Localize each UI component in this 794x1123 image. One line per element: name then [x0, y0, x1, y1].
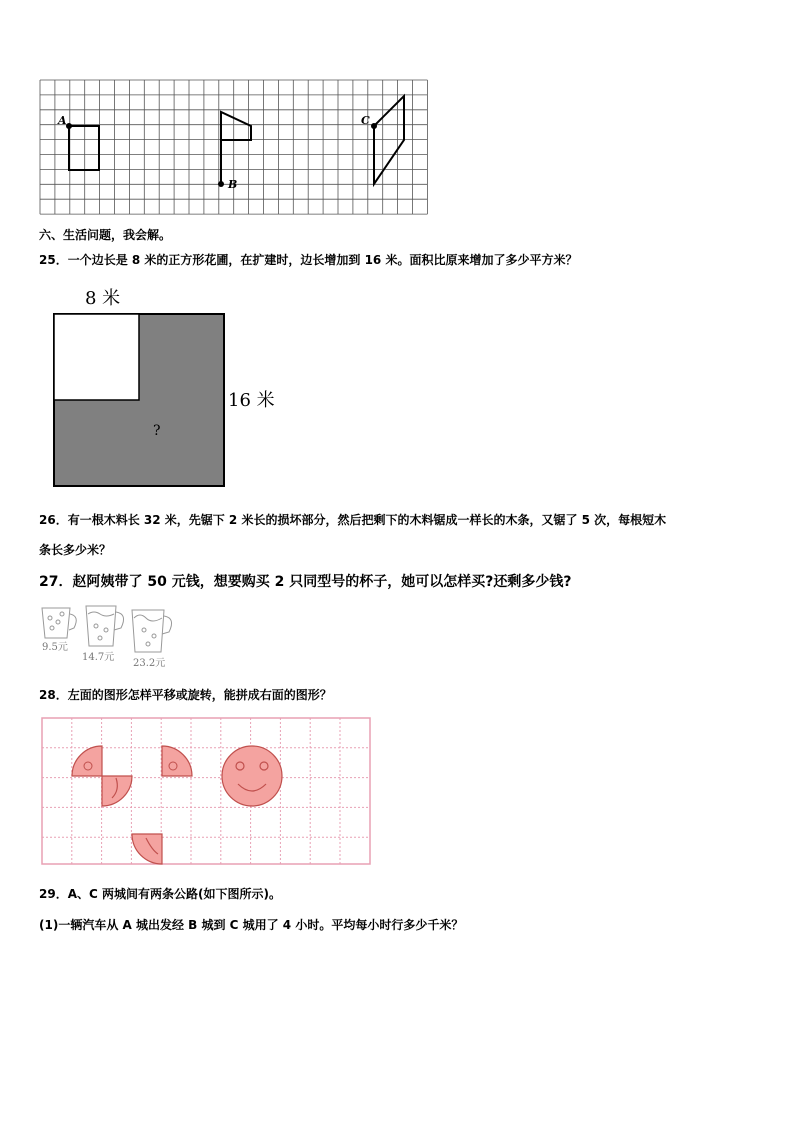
question-28-text: 28．左面的图形怎样平移或旋转，能拼成右面的图形？: [39, 688, 332, 702]
smiley-face: [222, 746, 282, 806]
label-c: C: [361, 114, 370, 127]
garden-figure: [40, 282, 290, 492]
shape-c-parallelogram: [374, 96, 404, 184]
label-a: A: [58, 114, 67, 127]
question-26-line2: 条长多少米？: [39, 543, 112, 557]
question-27-text: 27．赵阿姨带了 50 元钱，想要购买 2 只同型号的杯子，她可以怎样买?还剩多少钱?: [39, 574, 572, 590]
cup-2-price: 14.7元: [82, 652, 115, 663]
question-25-text: 25．一个边长是 8 米的正方形花圃，在扩建时，边长增加到 16 米。面积比原来增加了多少平方米？: [39, 253, 578, 267]
piece-quarter-eye-right: [162, 746, 192, 776]
point-a: [66, 123, 72, 129]
question-mark: ?: [153, 423, 161, 439]
section-6-heading: 六、生活问题，我会解。: [39, 228, 172, 242]
piece-quarter-eye-left: [72, 746, 102, 776]
dotted-grid-lines: [42, 718, 370, 864]
cup-1-price: 9.5元: [42, 642, 68, 653]
original-square: [54, 314, 139, 400]
point-b: [218, 181, 224, 187]
cup-3: [132, 610, 172, 652]
puzzle-grid-figure: [40, 716, 374, 868]
cup-3-price: 23.2元: [133, 658, 166, 669]
grid-figure-abc: [38, 78, 438, 218]
question-26-line1: 26．有一根木料长 32 米，先锯下 2 米长的损坏部分，然后把剩下的木料锯成一样长的木条，又锯了 5 次，每根短木: [39, 513, 667, 527]
cup-1: [42, 608, 76, 638]
label-8m: 8 米: [85, 288, 121, 309]
piece-quarter-mouth-bottom: [132, 834, 162, 864]
label-16m: 16 米: [228, 390, 275, 411]
question-29-text: 29．A、C 两城间有两条公路(如下图所示)。: [39, 887, 281, 901]
question-29-sub1: (1)一辆汽车从 A 城出发经 B 城到 C 城用了 4 小时。平均每小时行多少千米？: [39, 918, 464, 932]
cup-2: [86, 606, 124, 646]
shape-b-flag: [221, 112, 251, 184]
point-c: [371, 123, 377, 129]
shape-a-rectangle: [69, 126, 99, 170]
label-b: B: [228, 178, 238, 191]
cups-figure: [36, 600, 186, 672]
grid-border: [42, 718, 370, 864]
